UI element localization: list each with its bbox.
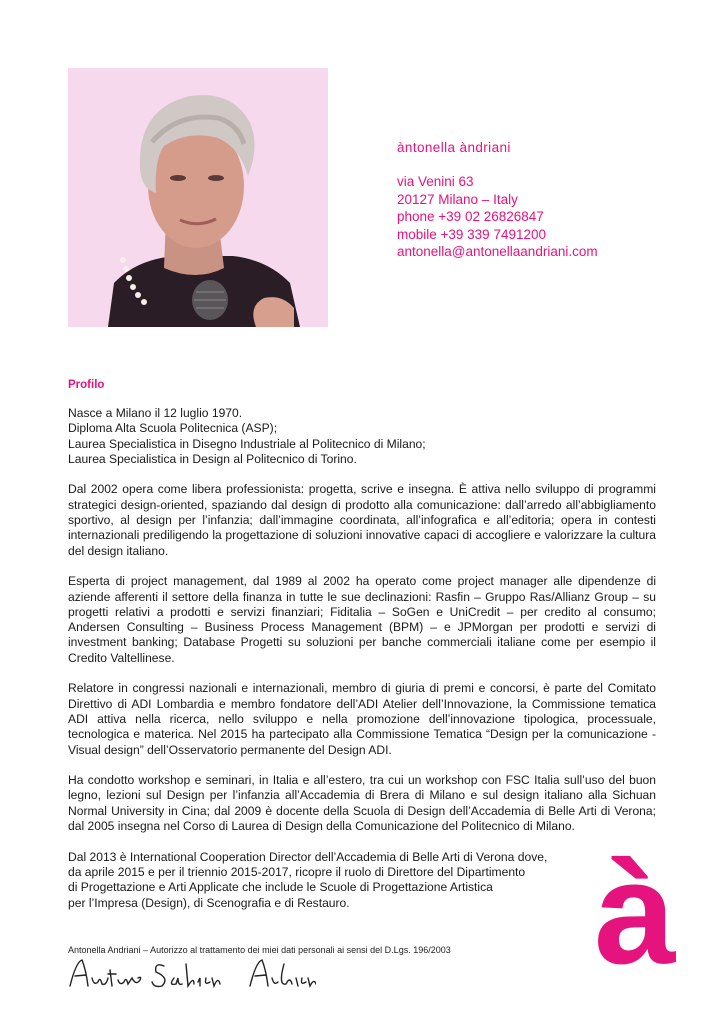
section-title: Profilo [68, 379, 105, 391]
profile-paragraph: Dal 2002 opera come libera professionista: progetta, scrive e insegna. È attiva nello sviluppo di programmi strategici design-oriented, spaziando dal design di prodotto alla comunicazione: dall’arredo all’abbigliamento sportivo, al design per l’infanzia; dall’immagine coordinata, all’infografica e all’editoria; opera in contesti internazionali prediligendo la progettazione di soluzioni innovative capaci di accogliere e valorizzare la cultura del design italiano. [68, 482, 656, 558]
address-street: via Venini 63 [397, 174, 474, 190]
education-line: Nasce a Milano il 12 luglio 1970. [68, 406, 243, 420]
education-line: Diploma Alta Scuola Politecnica (ASP); [68, 421, 278, 436]
phone-number: phone +39 02 26826847 [397, 209, 544, 225]
final-paragraph [68, 850, 656, 911]
address-city: 20127 Milano – Italy [397, 191, 518, 207]
profile-paragraph: Ha condotto workshop e seminari, in Italia e all’estero, tra cui un workshop con FSC Italia sull’uso del buon legno, lezioni sul Design per l’infanzia all’Accademia di Brera di Milano e sul design italiano alla Sichuan Normal University in Cina; dal 2009 è docente della Scuola di Design dell’Accademia di Belle Arti di Verona; dal 2005 insegna nel Corso di Laurea di Design della Comunicazione del Politecnico di Milano. [68, 773, 656, 834]
final-line: da aprile 2015 e per il triennio 2015-2017, ricopre il ruolo di Direttore del Dipartimento [68, 864, 526, 879]
portrait-photo [68, 68, 328, 327]
brand-logo: à [594, 831, 676, 994]
final-line: Dal 2013 è International Cooperation Director dell’Accademia di Belle Arti di Verona dove, [68, 849, 548, 864]
profile-paragraph: Relatore in congressi nazionali e internazionali, membro di giuria di premi e concorsi, è parte del Comitato Direttivo di ADI Lombardia e membro fondatore dell’ADI Atelier dell’Innovazione, la Commissione tematica ADI attiva nella ricerca, nello sviluppo e nella promozione dell’innovazione tipologica, processuale, tecnologica e materica. Nel 2015 ha partecipato alla Commissione Tematica “Design per la comunicazione - Visual design” dell’Osservatorio permanente del Design ADI. [68, 681, 656, 757]
person-name: àntonella àndriani [397, 140, 511, 155]
education-line: Laurea Specialistica in Disegno Industriale al Politecnico di Milano; [68, 436, 426, 451]
final-line: per l’Impresa (Design), di Scenografia e di Restauro. [68, 895, 350, 910]
contact-info [397, 139, 598, 260]
email-link[interactable]: antonella@antonellaandriani.com [397, 244, 598, 260]
education-paragraph [68, 406, 656, 467]
profile-body [68, 406, 656, 926]
privacy-note: Antonella Andriani – Autorizzo al trattamento dei miei dati personali ai sensi del D.Lgs. 196/2003 [68, 945, 451, 955]
handwritten-signature [66, 956, 316, 1001]
final-line: di Progettazione e Arti Applicate che include le Scuole di Progettazione Artistica [68, 880, 493, 895]
profile-paragraph: Esperta di project management, dal 1989 al 2002 ha operato come project manager alle dipendenze di aziende afferenti il settore della finanza in tutte le sue declinazioni: Rasfin – Gruppo Ras/Allianz Group – su progetti relativi a prodotti e servizi finanziari; Fiditalia – SoGen e UniCredit – per credito al consumo; Andersen Consulting – Business Process Management (BPM) – e JPMorgan per prodotti e servizi di investment banking; Database Progetti su soluzioni per banche commerciali italiane come per esempio il Credito Valtellinese. [68, 574, 656, 665]
mobile-number: mobile +39 339 7491200 [397, 226, 547, 242]
education-line: Laurea Specialistica in Design al Politecnico di Torino. [68, 451, 357, 466]
